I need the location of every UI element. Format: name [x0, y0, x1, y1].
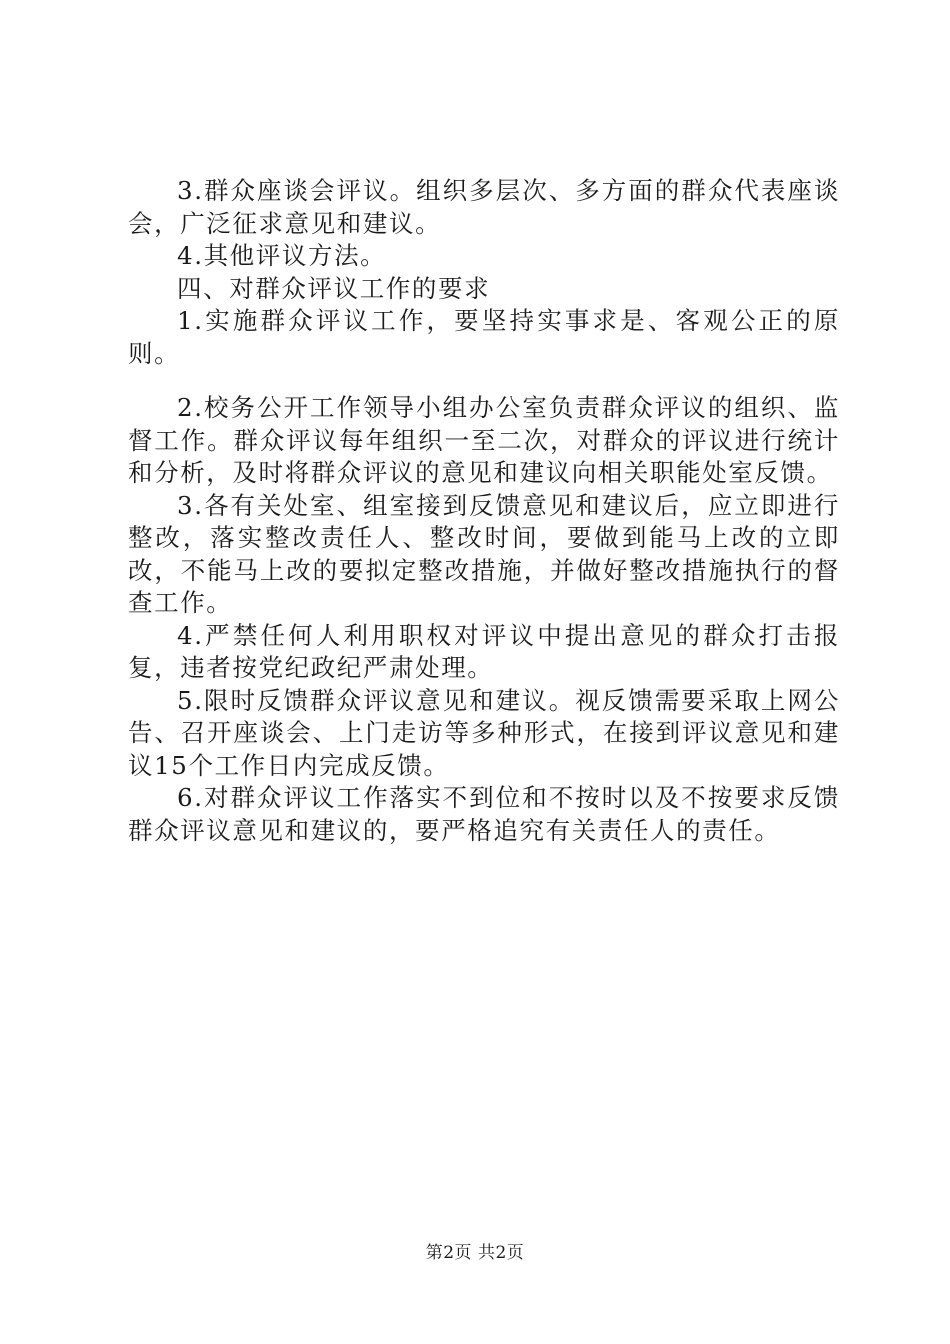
paragraph-requirement-6: 6.对群众评议工作落实不到位和不按时以及不按要求反馈群众评议意见和建议的，要严格追究有关责任人的责任。	[128, 783, 840, 845]
document-body	[128, 175, 840, 847]
paragraph-requirement-3: 3.各有关处室、组室接到反馈意见和建议后，应立即进行整改，落实整改责任人、整改时间，要做到能马上改的立即改，不能马上改的要拟定整改措施，并做好整改措施执行的督查工作。	[128, 490, 840, 617]
section-heading-requirements: 四、对群众评议工作的要求	[177, 273, 491, 303]
paragraph-requirement-4: 4.严禁任何人利用职权对评议中提出意见的群众打击报复，违者按党纪政纪严肃处理。	[128, 620, 840, 682]
paragraph-other-methods: 4.其他评议方法。	[177, 241, 387, 270]
paragraph-requirement-5: 5.限时反馈群众评议意见和建议。视反馈需要采取上网公告、召开座谈会、上门走访等多种形式，在接到评议意见和建议15个工作日内完成反馈。	[128, 685, 840, 780]
paragraph-requirement-1: 1.实施群众评议工作，要坚持实事求是、客观公正的原则。	[128, 306, 840, 368]
page-number-footer: 第2页 共2页	[425, 1243, 525, 1263]
paragraph-requirement-2: 2.校务公开工作领导小组办公室负责群众评议的组织、监督工作。群众评议每年组织一至二次，对群众的评议进行统计和分析，及时将群众评议的意见和建议向相关职能处室反馈。	[128, 393, 840, 487]
paragraph-forum-review: 3.群众座谈会评议。组织多层次、多方面的群众代表座谈会，广泛征求意见和建议。	[128, 176, 840, 238]
